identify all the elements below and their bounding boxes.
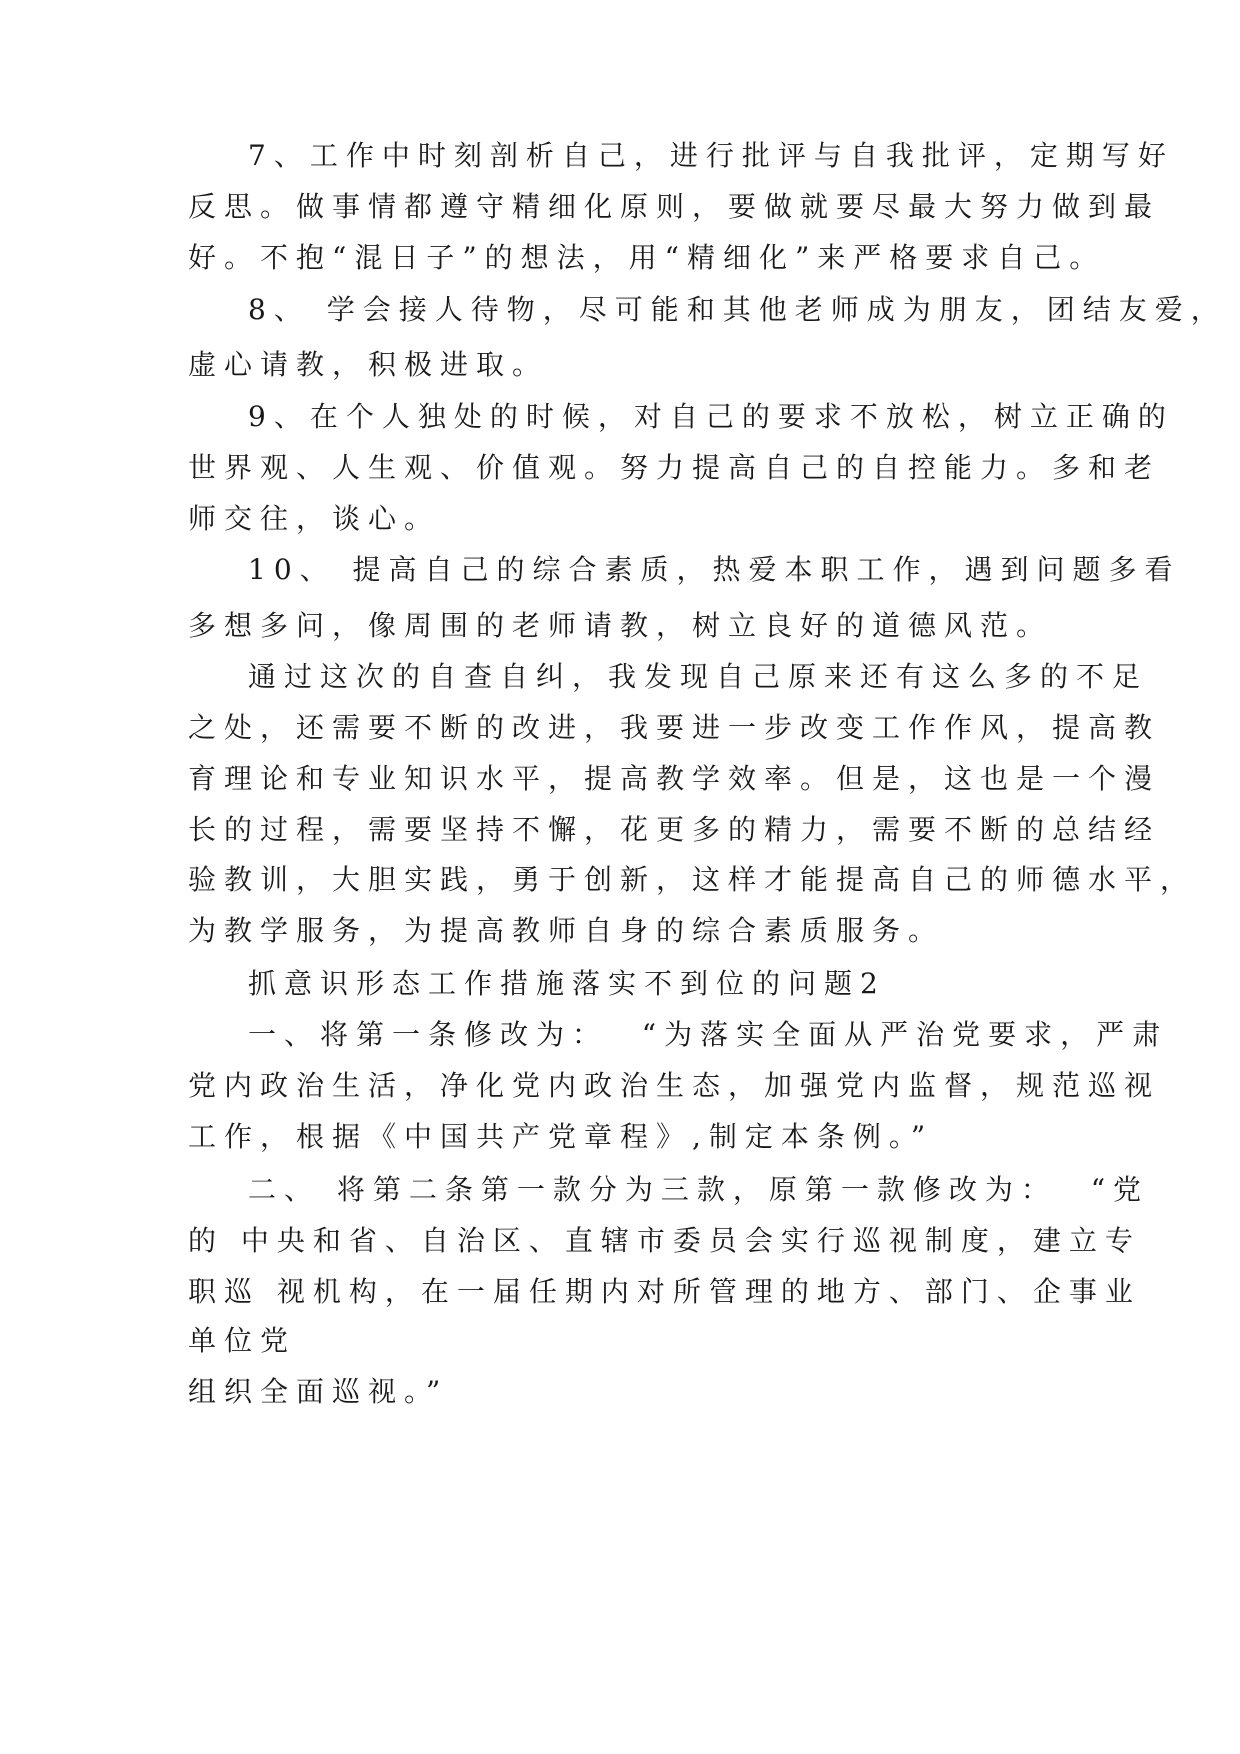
section-heading: 抓意识形态工作措施落实不到位的问题2 <box>248 967 886 1000</box>
text-line: 单位党 <box>188 1324 297 1357</box>
text-line: 8、 学会接人待物，尽可能和其他老师成为朋友，团结友爱， <box>248 293 1227 326</box>
text-line: 的 中央和省、自治区、直辖市委员会实行巡视制度，建立专 <box>188 1224 1141 1257</box>
text-line: 虚心请教，积极进取。 <box>188 348 549 381</box>
text-line: 世界观、人生观、价值观。努力提高自己的自控能力。多和老 <box>188 451 1161 484</box>
text-line: 一、将第一条修改为： “为落实全面从严治党要求，严肃 <box>248 1018 1169 1051</box>
text-line: 育理论和专业知识水平，提高教学效率。但是，这也是一个漫 <box>188 762 1161 795</box>
text-line: 7、工作中时刻剖析自己，进行批评与自我批评，定期写好 <box>248 139 1174 172</box>
text-line: 党内政治生活，净化党内政治生态，加强党内监督，规范巡视 <box>188 1069 1161 1102</box>
text-line: 长的过程，需要坚持不懈，花更多的精力，需要不断的总结经 <box>188 813 1161 846</box>
text-line: 职巡 视机构，在一届任期内对所管理的地方、部门、企事业 <box>188 1275 1141 1308</box>
text-line: 之处，还需要不断的改进，我要进一步改变工作作风，提高教 <box>188 711 1161 744</box>
text-line: 多想多问，像周围的老师请教，树立良好的道德风范。 <box>188 609 1053 642</box>
text-line: 工作，根据《中国共产党章程》,制定本条例。” <box>188 1120 934 1153</box>
text-line: 通过这次的自查自纠，我发现自己原来还有这么多的不足 <box>248 660 1149 693</box>
text-line: 9、在个人独处的时候，对自己的要求不放松，树立正确的 <box>248 400 1174 433</box>
text-line: 10、 提高自己的综合素质，热爱本职工作，遇到问题多看 <box>248 553 1181 586</box>
text-line: 为教学服务，为提高教师自身的综合素质服务。 <box>188 914 945 947</box>
text-line: 二、 将第二条第一款分为三款，原第一款修改为： “党 <box>248 1173 1150 1206</box>
text-line: 反思。做事情都遵守精细化原则，要做就要尽最大努力做到最 <box>188 190 1161 223</box>
text-line: 好。不抱“混日子”的想法，用“精细化”来严格要求自己。 <box>188 241 1106 274</box>
text-line: 组织全面巡视。” <box>188 1375 449 1408</box>
text-line: 验教训，大胆实践，勇于创新，这样才能提高自己的师德水平， <box>188 863 1197 896</box>
text-line: 师交往，谈心。 <box>188 502 441 535</box>
